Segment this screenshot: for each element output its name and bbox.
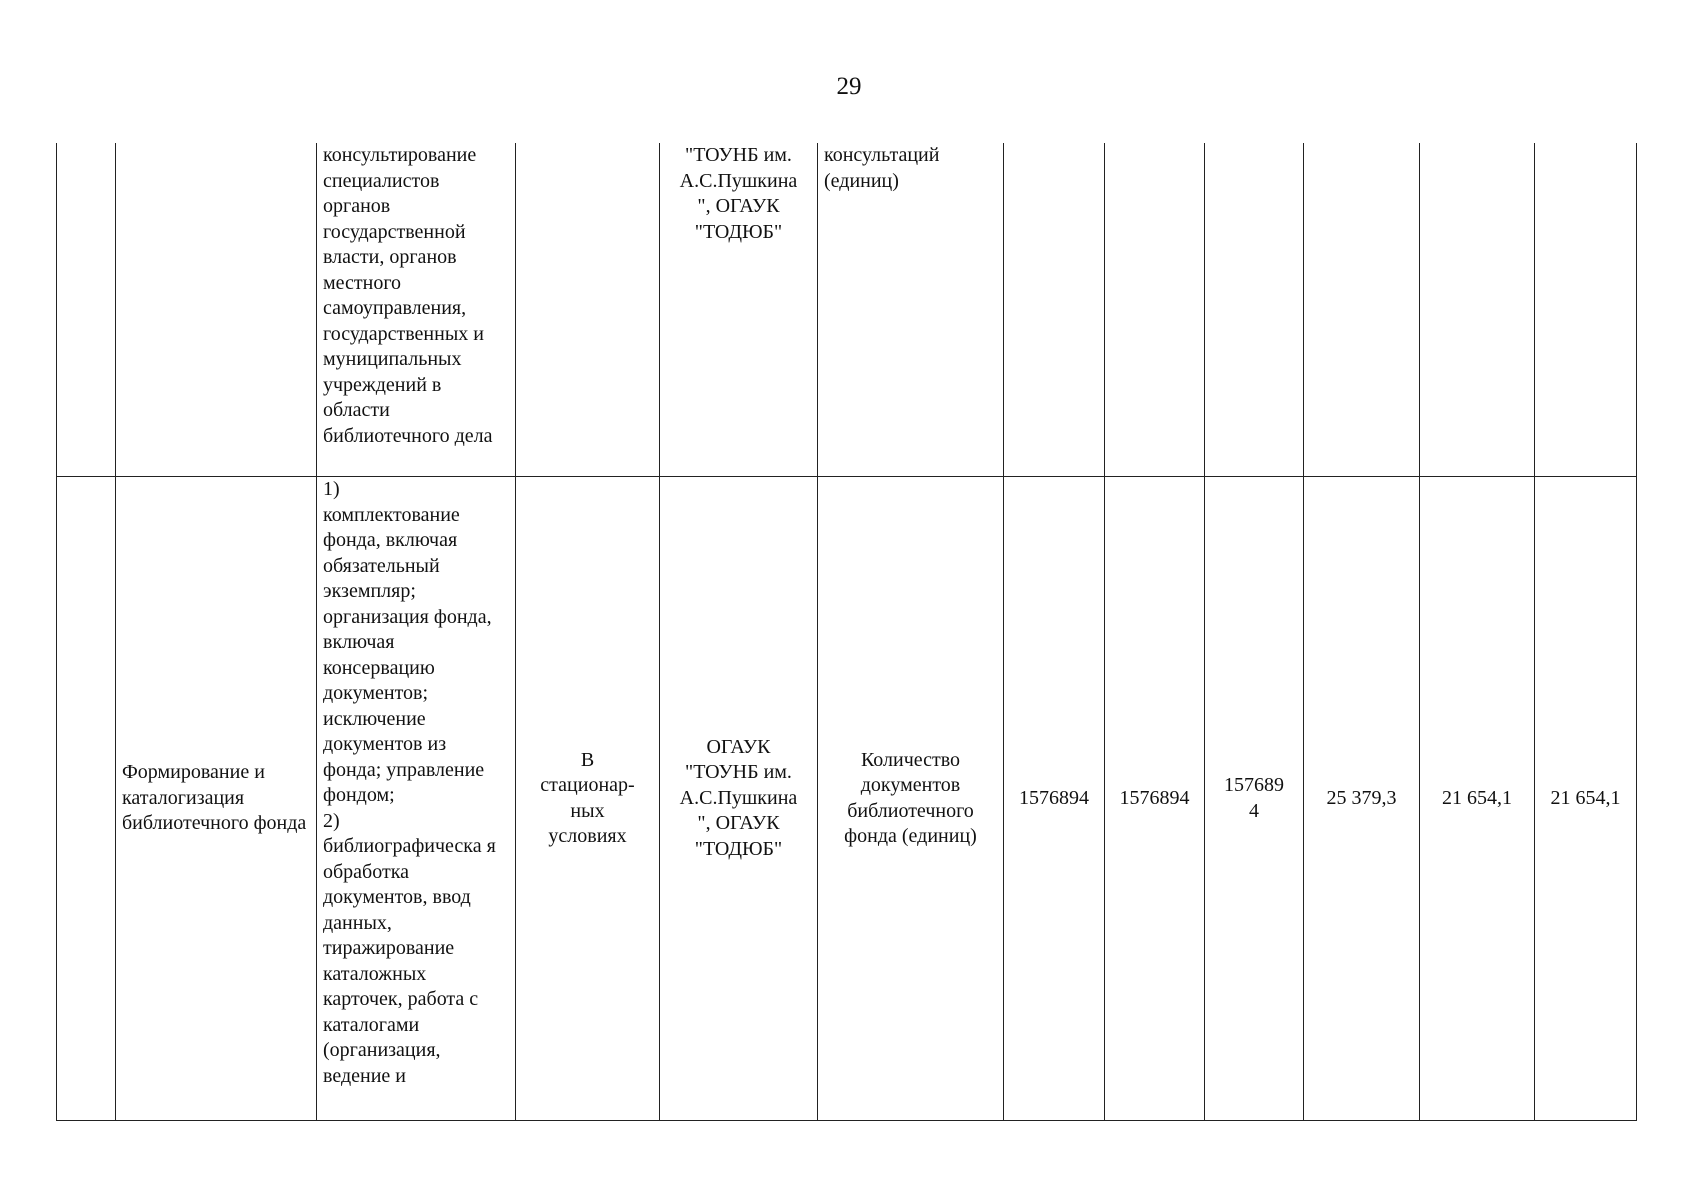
cell-finance-1: [1304, 143, 1420, 477]
cell-finance-3: 21 654,1: [1535, 477, 1637, 1121]
cell-service-name: Формирование и каталогизация библиотечного фонда: [116, 477, 317, 1121]
cell-finance-1: 25 379,3: [1304, 477, 1420, 1121]
cell-finance-2: 21 654,1: [1420, 477, 1535, 1121]
cell-finance-3: [1535, 143, 1637, 477]
cell-content: консультирование специалистов органов государственной власти, органов местного самоуправления, государственных и муниципальных учреждений в области библиотечного дела: [317, 143, 516, 477]
cell-finance-2: [1420, 143, 1535, 477]
cell-value-1: 1576894: [1004, 477, 1105, 1121]
cell-value-1: [1004, 143, 1105, 477]
cell-conditions: В стационар- ных условиях: [516, 477, 660, 1121]
cell-conditions: [516, 143, 660, 477]
cell-indicator: консультаций (единиц): [818, 143, 1004, 477]
cell-service-name: [116, 143, 317, 477]
data-table: [56, 143, 1637, 1121]
cell-value-2: 1576894: [1105, 477, 1205, 1121]
content-text: 1) комплектование фонда, включая обязательный экземпляр; организация фонда, включая консервацию документов; исключение документов из фонда; управление фондом; 2) библиографическа я обработка документов, ввод данных, тиражирование каталожных карточек, работа с каталогами (организация, ведение и: [323, 478, 496, 1087]
cell-value-3: [1205, 143, 1304, 477]
cell-number: [57, 143, 116, 477]
cell-institutions: "ТОУНБ им. А.С.Пушкина ", ОГАУК "ТОДЮБ": [660, 143, 818, 477]
cell-indicator: Количество документов библиотечного фонда (единиц): [818, 477, 1004, 1121]
table-row: [57, 143, 1637, 477]
table-row: [57, 477, 1637, 1121]
cell-institutions: ОГАУК "ТОУНБ им. А.С.Пушкина ", ОГАУК "ТОДЮБ": [660, 477, 818, 1121]
cell-content: [317, 477, 516, 1121]
cell-number: [57, 477, 116, 1121]
page-number: 29: [836, 73, 862, 100]
cell-value-2: [1105, 143, 1205, 477]
cell-value-3: 157689 4: [1205, 477, 1304, 1121]
